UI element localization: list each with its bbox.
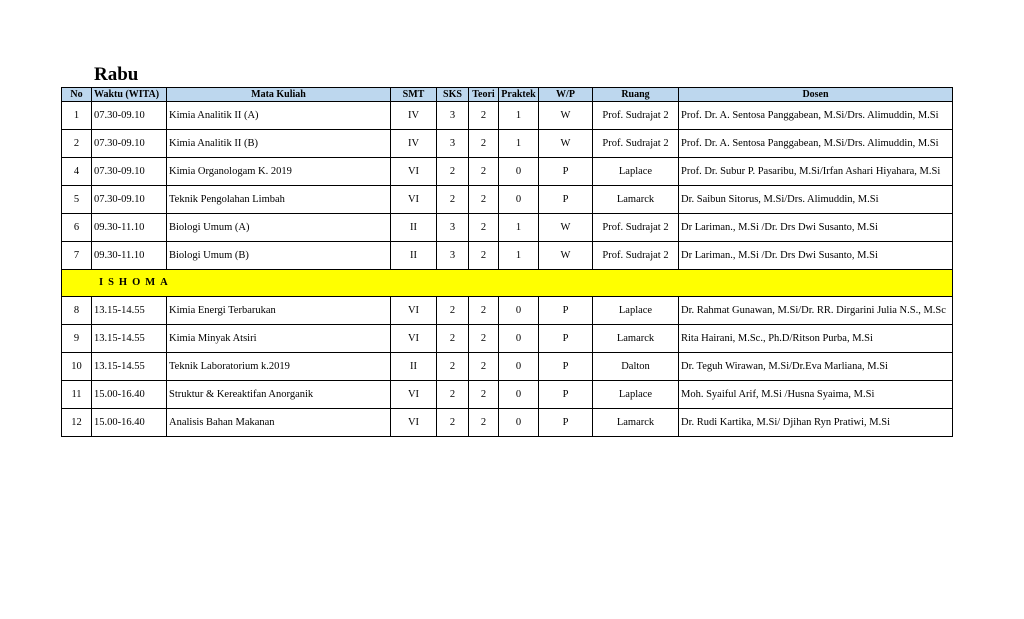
row-wp-cell: P (539, 158, 593, 186)
row-sks-cell: 2 (437, 186, 469, 214)
row-semester-cell: VI (391, 409, 437, 437)
row-lecturer-cell: Dr Lariman., M.Si /Dr. Drs Dwi Susanto, M.Si (679, 214, 953, 242)
row-semester-cell: VI (391, 186, 437, 214)
row-course-cell: Biologi Umum (B) (167, 242, 391, 270)
row-semester-cell: VI (391, 381, 437, 409)
row-lecturer-cell: Prof. Dr. Subur P. Pasaribu, M.Si/Irfan Ashari Hiyahara, M.Si (679, 158, 953, 186)
table-row (62, 325, 953, 353)
row-theory-cell: 2 (469, 102, 499, 130)
row-semester-cell: II (391, 353, 437, 381)
row-room-cell: Laplace (593, 381, 679, 409)
table-row (62, 242, 953, 270)
row-room-cell: Laplace (593, 297, 679, 325)
row-no-cell: 4 (62, 158, 92, 186)
table-row (62, 409, 953, 437)
row-theory-cell: 2 (469, 381, 499, 409)
row-time-cell: 09.30-11.10 (92, 214, 167, 242)
row-lecturer-cell: Dr Lariman., M.Si /Dr. Drs Dwi Susanto, M.Si (679, 242, 953, 270)
row-sks-cell: 2 (437, 381, 469, 409)
row-practice-cell: 0 (499, 381, 539, 409)
row-semester-cell: II (391, 242, 437, 270)
row-theory-cell: 2 (469, 214, 499, 242)
row-wp-cell: W (539, 102, 593, 130)
row-lecturer-cell: Dr. Saibun Sitorus, M.Si/Drs. Alimuddin, M.Si (679, 186, 953, 214)
row-practice-cell: 0 (499, 186, 539, 214)
row-course-cell: Teknik Laboratorium k.2019 (167, 353, 391, 381)
row-sks-cell: 3 (437, 102, 469, 130)
header-cell: Waktu (WITA) (92, 88, 167, 102)
row-theory-cell: 2 (469, 353, 499, 381)
header-row (62, 88, 953, 102)
break-row (62, 270, 953, 297)
break-label: ISHOMA (62, 270, 953, 297)
row-theory-cell: 2 (469, 325, 499, 353)
table-row (62, 102, 953, 130)
row-wp-cell: W (539, 214, 593, 242)
row-wp-cell: P (539, 381, 593, 409)
row-wp-cell: P (539, 409, 593, 437)
table-row (62, 158, 953, 186)
row-practice-cell: 0 (499, 325, 539, 353)
row-no-cell: 8 (62, 297, 92, 325)
row-room-cell: Prof. Sudrajat 2 (593, 102, 679, 130)
row-theory-cell: 2 (469, 297, 499, 325)
table-row (62, 381, 953, 409)
header-cell: Ruang (593, 88, 679, 102)
row-sks-cell: 3 (437, 242, 469, 270)
row-lecturer-cell: Dr. Teguh Wirawan, M.Si/Dr.Eva Marliana, M.Si (679, 353, 953, 381)
row-time-cell: 07.30-09.10 (92, 102, 167, 130)
row-semester-cell: IV (391, 102, 437, 130)
row-room-cell: Lamarck (593, 186, 679, 214)
row-course-cell: Kimia Energi Terbarukan (167, 297, 391, 325)
row-time-cell: 09.30-11.10 (92, 242, 167, 270)
header-cell: W/P (539, 88, 593, 102)
row-course-cell: Kimia Minyak Atsiri (167, 325, 391, 353)
day-title: Rabu (94, 64, 139, 85)
row-theory-cell: 2 (469, 158, 499, 186)
row-lecturer-cell: Dr. Rahmat Gunawan, M.Si/Dr. RR. Dirgarini Julia N.S., M.Sc (679, 297, 953, 325)
row-no-cell: 7 (62, 242, 92, 270)
row-practice-cell: 0 (499, 409, 539, 437)
row-course-cell: Teknik Pengolahan Limbah (167, 186, 391, 214)
row-wp-cell: W (539, 130, 593, 158)
row-course-cell: Biologi Umum (A) (167, 214, 391, 242)
row-no-cell: 2 (62, 130, 92, 158)
row-time-cell: 13.15-14.55 (92, 325, 167, 353)
row-course-cell: Kimia Organologam K. 2019 (167, 158, 391, 186)
row-sks-cell: 2 (437, 158, 469, 186)
table-row (62, 353, 953, 381)
row-no-cell: 12 (62, 409, 92, 437)
row-theory-cell: 2 (469, 242, 499, 270)
row-semester-cell: VI (391, 325, 437, 353)
row-course-cell: Analisis Bahan Makanan (167, 409, 391, 437)
schedule-table (61, 87, 953, 437)
row-theory-cell: 2 (469, 130, 499, 158)
schedule-body (62, 102, 953, 437)
row-practice-cell: 0 (499, 353, 539, 381)
row-semester-cell: VI (391, 297, 437, 325)
header-cell: Mata Kuliah (167, 88, 391, 102)
row-semester-cell: II (391, 214, 437, 242)
row-theory-cell: 2 (469, 409, 499, 437)
row-lecturer-cell: Rita Hairani, M.Sc., Ph.D/Ritson Purba, M.Si (679, 325, 953, 353)
header-cell: Teori (469, 88, 499, 102)
row-no-cell: 10 (62, 353, 92, 381)
row-practice-cell: 1 (499, 130, 539, 158)
row-sks-cell: 3 (437, 130, 469, 158)
row-time-cell: 07.30-09.10 (92, 186, 167, 214)
header-cell: SMT (391, 88, 437, 102)
row-practice-cell: 1 (499, 102, 539, 130)
row-time-cell: 13.15-14.55 (92, 297, 167, 325)
row-lecturer-cell: Moh. Syaiful Arif, M.Si /Husna Syaima, M.Si (679, 381, 953, 409)
row-no-cell: 5 (62, 186, 92, 214)
row-time-cell: 15.00-16.40 (92, 381, 167, 409)
row-room-cell: Laplace (593, 158, 679, 186)
row-room-cell: Lamarck (593, 409, 679, 437)
row-course-cell: Struktur & Kereaktifan Anorganik (167, 381, 391, 409)
row-practice-cell: 1 (499, 214, 539, 242)
row-time-cell: 13.15-14.55 (92, 353, 167, 381)
row-semester-cell: IV (391, 130, 437, 158)
row-wp-cell: W (539, 242, 593, 270)
row-room-cell: Dalton (593, 353, 679, 381)
header-cell: SKS (437, 88, 469, 102)
table-row (62, 186, 953, 214)
row-sks-cell: 2 (437, 297, 469, 325)
row-wp-cell: P (539, 186, 593, 214)
row-room-cell: Prof. Sudrajat 2 (593, 130, 679, 158)
row-sks-cell: 2 (437, 409, 469, 437)
row-no-cell: 9 (62, 325, 92, 353)
table-row (62, 297, 953, 325)
row-course-cell: Kimia Analitik II (A) (167, 102, 391, 130)
row-practice-cell: 0 (499, 158, 539, 186)
row-time-cell: 07.30-09.10 (92, 158, 167, 186)
row-sks-cell: 2 (437, 325, 469, 353)
row-practice-cell: 1 (499, 242, 539, 270)
row-no-cell: 6 (62, 214, 92, 242)
row-practice-cell: 0 (499, 297, 539, 325)
row-sks-cell: 3 (437, 214, 469, 242)
row-wp-cell: P (539, 325, 593, 353)
row-lecturer-cell: Dr. Rudi Kartika, M.Si/ Djihan Ryn Pratiwi, M.Si (679, 409, 953, 437)
row-time-cell: 15.00-16.40 (92, 409, 167, 437)
row-no-cell: 1 (62, 102, 92, 130)
row-room-cell: Lamarck (593, 325, 679, 353)
row-no-cell: 11 (62, 381, 92, 409)
table-row (62, 214, 953, 242)
header-cell: No (62, 88, 92, 102)
row-wp-cell: P (539, 353, 593, 381)
row-theory-cell: 2 (469, 186, 499, 214)
row-lecturer-cell: Prof. Dr. A. Sentosa Panggabean, M.Si/Drs. Alimuddin, M.Si (679, 102, 953, 130)
row-wp-cell: P (539, 297, 593, 325)
row-room-cell: Prof. Sudrajat 2 (593, 242, 679, 270)
row-time-cell: 07.30-09.10 (92, 130, 167, 158)
row-semester-cell: VI (391, 158, 437, 186)
row-lecturer-cell: Prof. Dr. A. Sentosa Panggabean, M.Si/Drs. Alimuddin, M.Si (679, 130, 953, 158)
header-cell: Praktek (499, 88, 539, 102)
row-room-cell: Prof. Sudrajat 2 (593, 214, 679, 242)
header-cell: Dosen (679, 88, 953, 102)
row-sks-cell: 2 (437, 353, 469, 381)
row-course-cell: Kimia Analitik II (B) (167, 130, 391, 158)
table-row (62, 130, 953, 158)
